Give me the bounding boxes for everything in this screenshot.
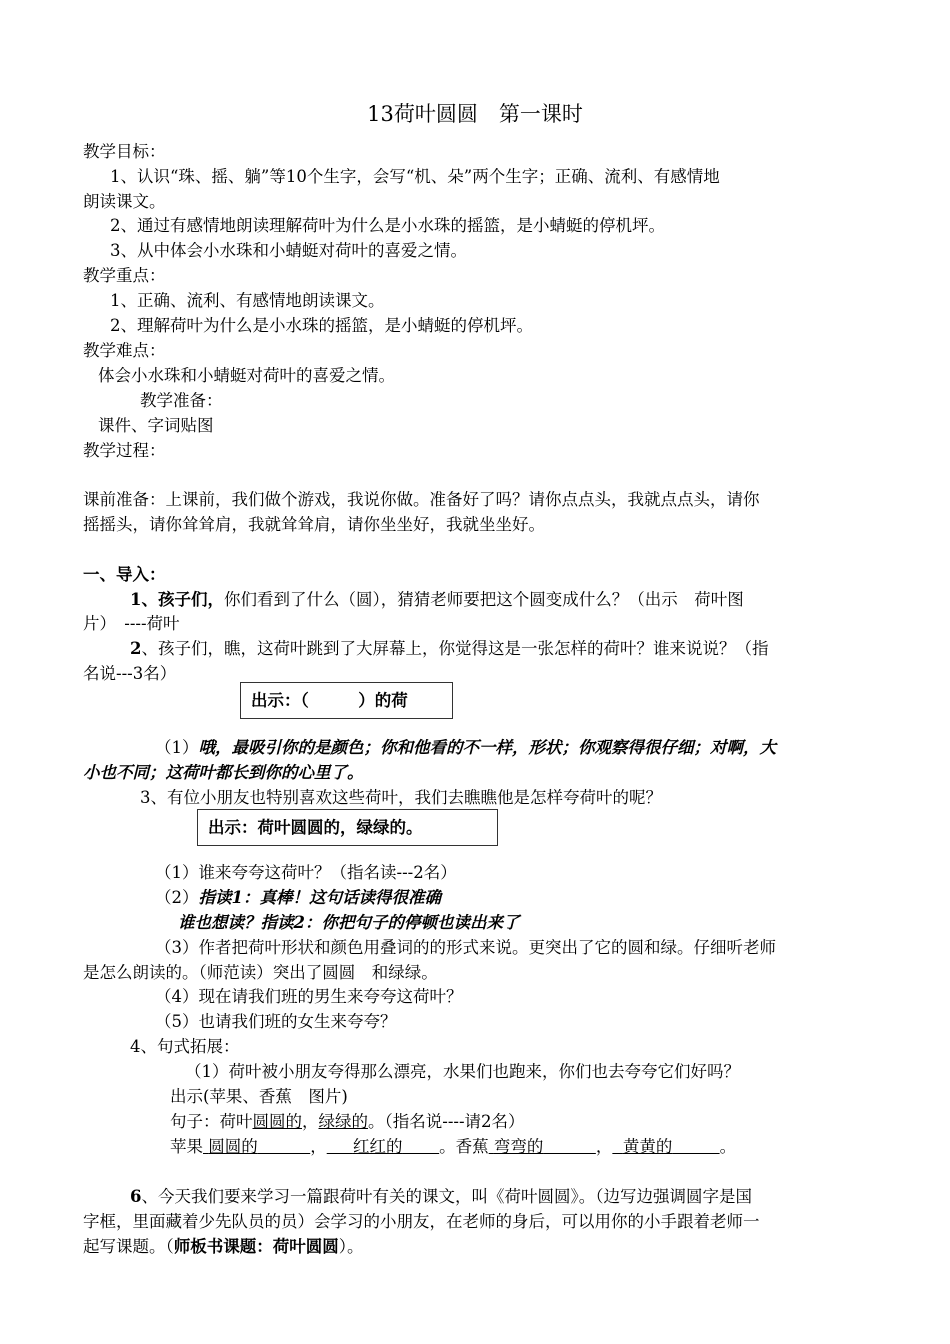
step-1: （1）谁来夸夸这荷叶？（指名读---2名） [155, 863, 457, 882]
comma-2: ， [595, 1137, 613, 1156]
difficulty-text: 体会小水珠和小蜻蜓对荷叶的喜爱之情。 [98, 366, 395, 385]
banana-fill-2: 黄黄的 [622, 1137, 673, 1156]
intro-p6-num: 6 [130, 1187, 142, 1206]
p6-end-post: ）。 [338, 1237, 364, 1256]
display-box-1: 出示：（ ）的荷 [240, 682, 453, 719]
show-pictures-line: 出示(苹果、香蕉 图片) [170, 1087, 348, 1106]
intro-p1-bold: 1、孩子们， [130, 590, 224, 609]
difficulty-heading: 教学难点： [83, 341, 166, 360]
page-title: 13荷叶圆圆 第一课时 [367, 102, 583, 126]
intro-p1-text: 你们看到了什么（圆），猜猜老师要把这个圆变成什么？（出示 荷叶图 [223, 590, 744, 609]
teacher-response [155, 736, 776, 760]
comma-1: ， [310, 1137, 327, 1156]
preparation-heading: 教学准备： [140, 391, 223, 410]
step-5: （5）也请我们班的女生来夸夸？ [155, 1012, 397, 1031]
example-sep: ， [302, 1112, 319, 1131]
intro-paragraph-1 [130, 588, 744, 612]
key-points-heading: 教学重点： [83, 266, 166, 285]
intro-paragraph-4: 4、句式拓展： [130, 1037, 240, 1056]
goals-heading: 教学目标： [83, 142, 166, 161]
example-underline-2: 绿绿的 [318, 1112, 368, 1131]
teacher-response-cont: 小也不同；这荷叶都长到你的心里了。 [83, 763, 364, 782]
step-3-cont: 是怎么朗读的。（师范读）突出了圆圆 和绿绿。 [83, 963, 438, 982]
key-point-1: 1、正确、流利、有感情地朗读课文。 [110, 291, 385, 310]
intro-paragraph-2 [130, 637, 768, 661]
step-4: （4）现在请我们班的男生来夸夸这荷叶？ [155, 987, 463, 1006]
step-2-prefix: （2） [155, 888, 199, 907]
goal-item-1: 1、认识“珠、摇、躺”等10个生字，会写“机、朵”两个生字；正确、流利、有感情地 [110, 167, 720, 186]
intro-paragraph-6-end [83, 1235, 364, 1259]
fruit-sentence [170, 1135, 736, 1159]
step-2-cont: 谁也想读？指读2：你把句子的停顿也读出来了 [178, 913, 520, 932]
step-3: （3）作者把荷叶形状和颜色用叠词的的形式来说。更突出了它的圆和绿。仔细听老师 [155, 938, 776, 957]
example-underline-1: 圆圆的 [252, 1112, 302, 1131]
example-sentence-prefix: 句子：荷叶 [170, 1112, 253, 1131]
board-title-note: 师板书课题：荷叶圆圆 [173, 1237, 339, 1256]
p6-end-pre: 起写课题。（ [83, 1237, 174, 1256]
teacher-response-prefix: （1） [155, 738, 199, 757]
pattern-exercise-1: （1）荷叶被小朋友夸得那么漂亮，水果们也跑来，你们也去夸夸它们好吗？ [185, 1062, 740, 1081]
section-heading-intro: 一、导入： [83, 565, 166, 584]
key-point-2: 2、理解荷叶为什么是小水珠的摇篮，是小蜻蜓的停机坪。 [110, 316, 533, 335]
intro-p2-num: 2 [130, 639, 142, 658]
goal-item-1-cont: 朗读课文。 [83, 192, 166, 211]
teacher-response-text: 哦，最吸引你的是颜色；你和他看的不一样，形状；你观察得很仔细；对啊，大 [198, 738, 776, 757]
step-2 [155, 886, 441, 910]
example-suffix: 。（指名说----请2名） [368, 1112, 525, 1131]
intro-paragraph-3: 3、有位小朋友也特别喜欢这些荷叶，我们去瞧瞧他是怎样夸荷叶的呢？ [140, 788, 662, 807]
intro-paragraph-2-cont: 名说---3名） [83, 664, 177, 683]
intro-p2-text: 、孩子们，瞧，这荷叶跳到了大屏幕上，你觉得这是一张怎样的荷叶？谁来说说？（指 [141, 639, 769, 658]
preparation-text: 课件、字词贴图 [98, 416, 214, 435]
step-2-text: 指读1：真棒！这句话读得很准确 [198, 888, 441, 907]
goal-item-3: 3、从中体会小水珠和小蜻蜓对荷叶的喜爱之情。 [110, 241, 467, 260]
apple-fill-1: 圆圆的 [208, 1137, 258, 1156]
display-box-2: 出示：荷叶圆圆的，绿绿的。 [197, 809, 498, 846]
banana-label: 。香蕉 [439, 1137, 489, 1156]
warmup-line-2: 摇摇头，请你耸耸肩，我就耸耸肩，请你坐坐好，我就坐坐好。 [83, 515, 545, 534]
process-heading: 教学过程： [83, 441, 166, 460]
intro-paragraph-1-cont: 片） ----荷叶 [83, 614, 180, 633]
period: 。 [719, 1137, 737, 1156]
warmup-line-1: 课前准备：上课前，我们做个游戏，我说你做。准备好了吗？请你点点头，我就点点头，请你 [83, 490, 760, 509]
intro-p6-text: 、今天我们要来学习一篇跟荷叶有关的课文，叫《荷叶圆圆》。（边写边强调圆字是国 [141, 1187, 752, 1206]
example-sentence [170, 1110, 525, 1134]
apple-label: 苹果 [170, 1137, 203, 1156]
intro-paragraph-6-cont: 字框，里面藏着少先队员的员）会学习的小朋友，在老师的身后，可以用你的小手跟着老师一 [83, 1212, 760, 1231]
goal-item-2: 2、通过有感情地朗读理解荷叶为什么是小水珠的摇篮，是小蜻蜓的停机坪。 [110, 216, 665, 235]
banana-fill-1: 弯弯的 [493, 1137, 544, 1156]
intro-paragraph-6 [130, 1185, 752, 1209]
apple-fill-2: 红红的 [352, 1137, 403, 1156]
